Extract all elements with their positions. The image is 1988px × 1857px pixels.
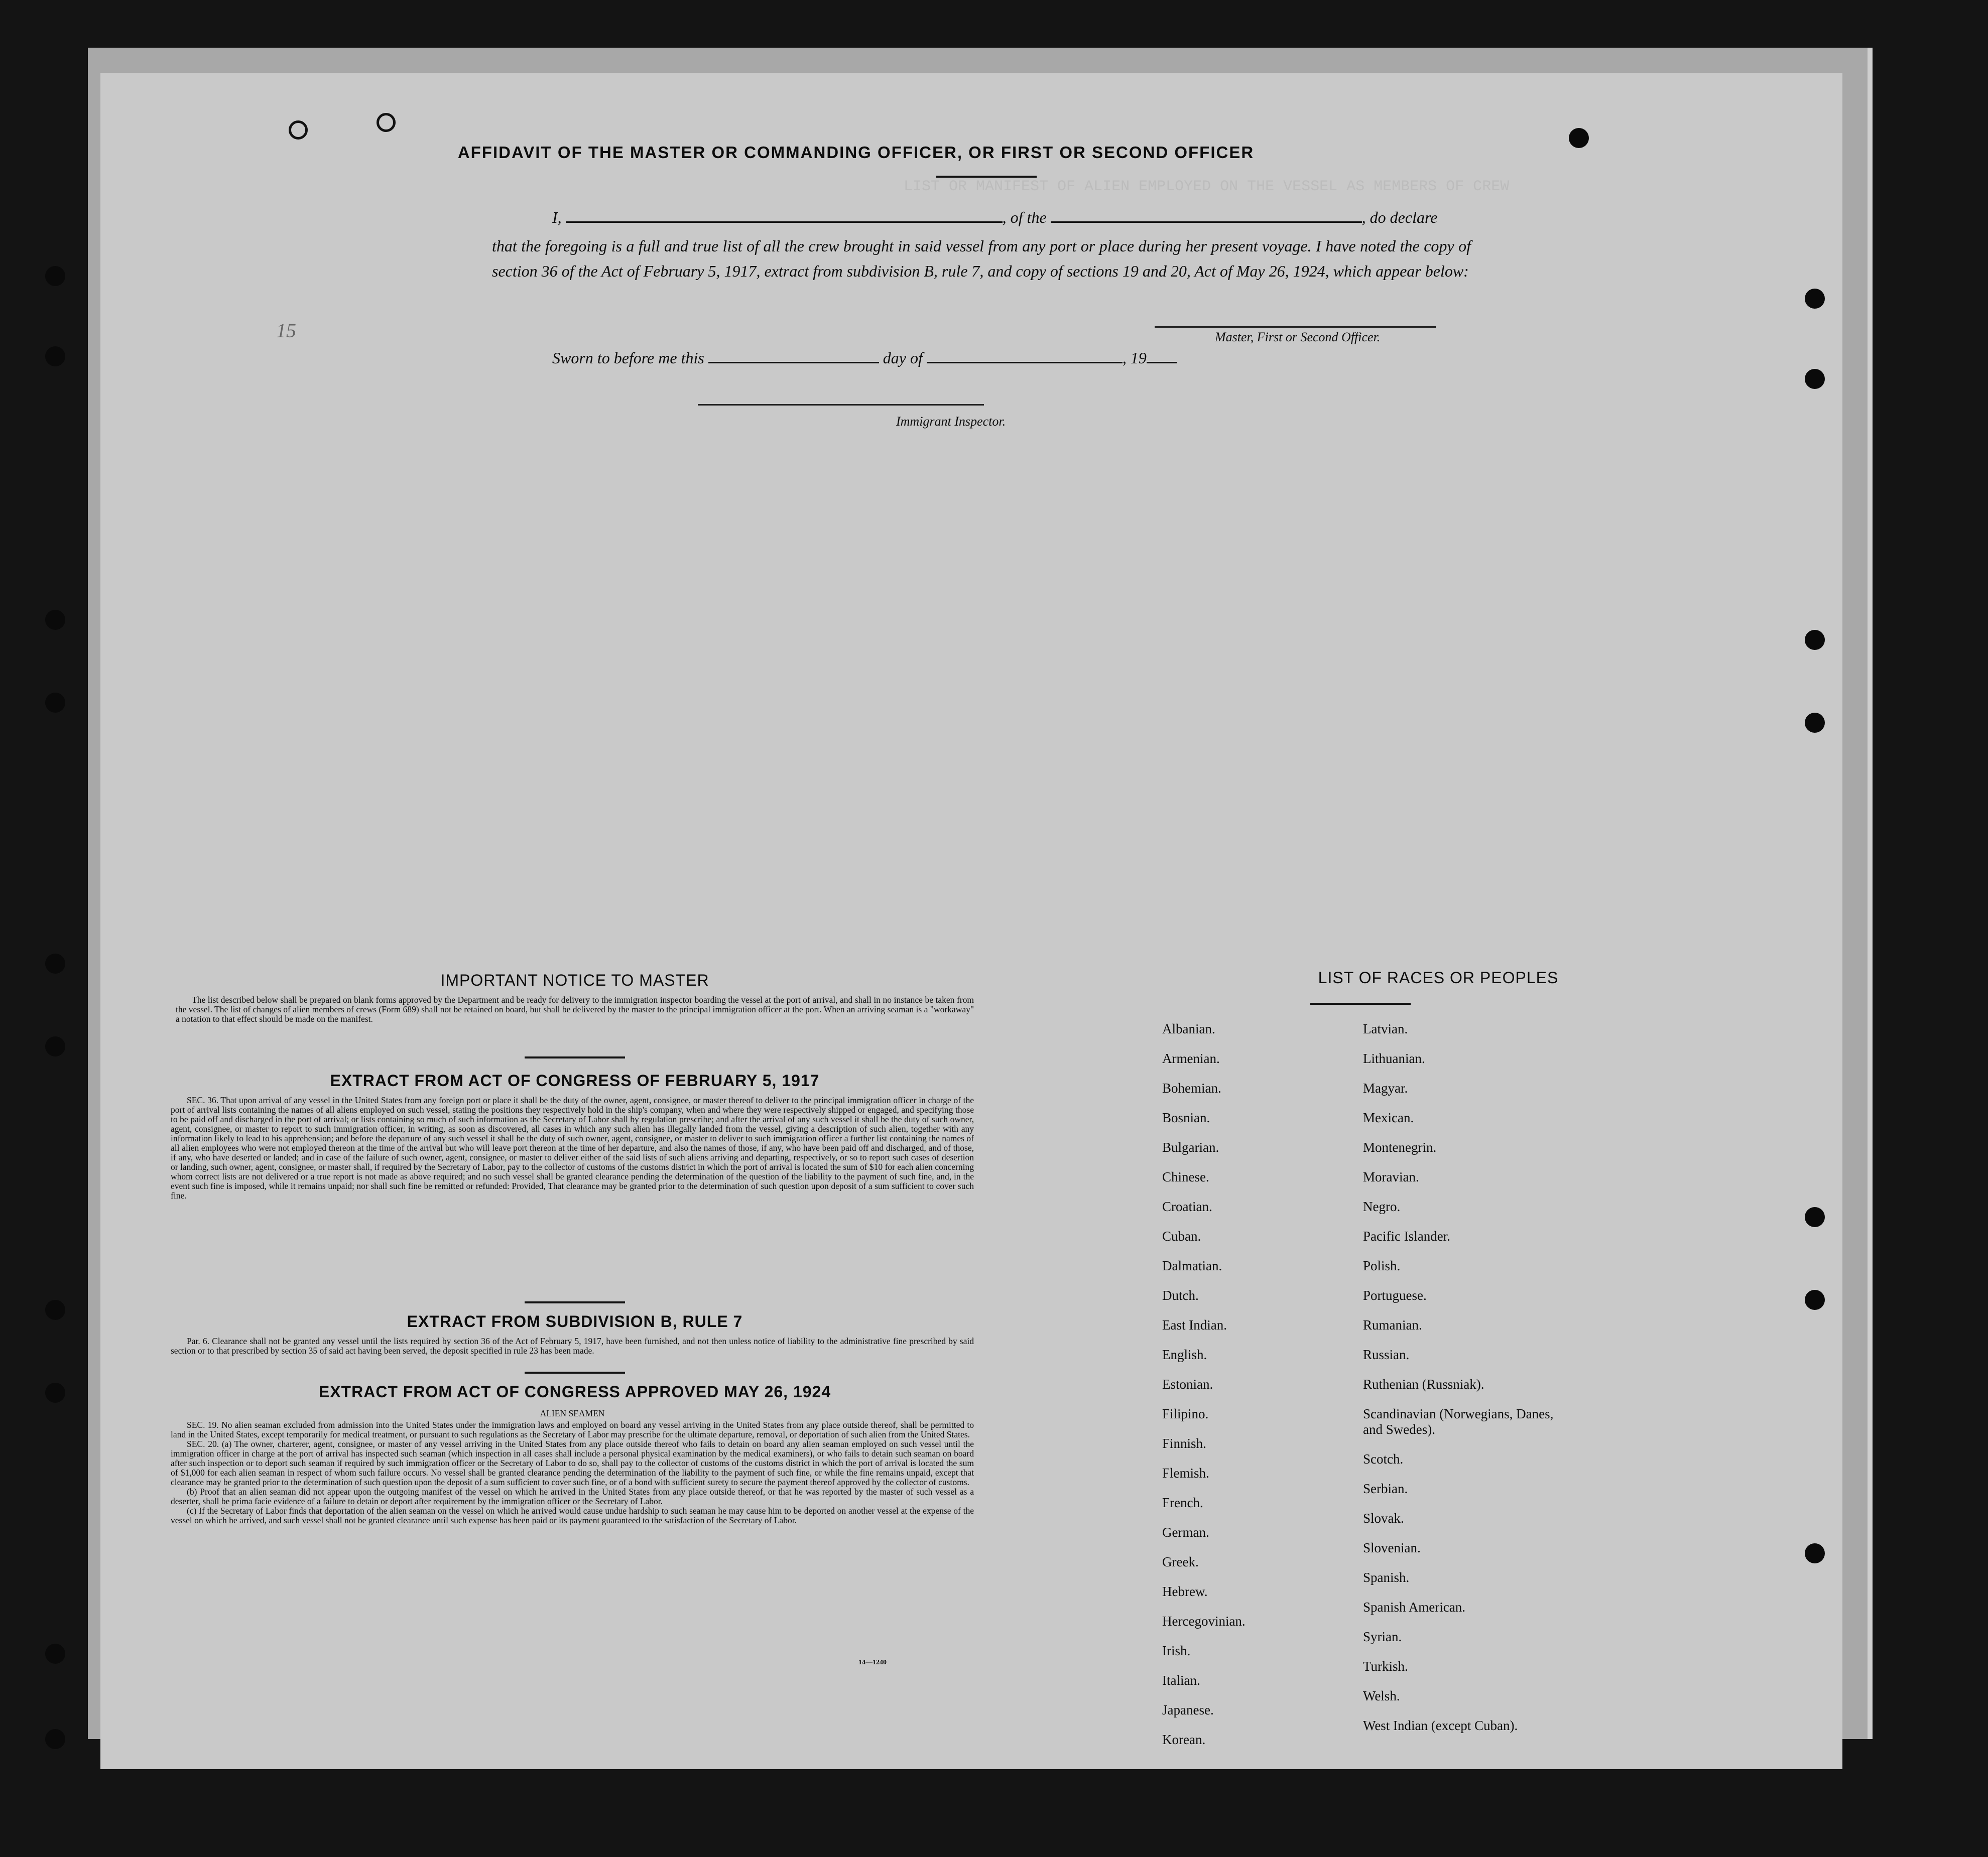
punch-hole bbox=[45, 1036, 65, 1056]
race-item: English. bbox=[1162, 1347, 1207, 1362]
inspector-signature-line[interactable] bbox=[698, 404, 984, 406]
extract-1924-text bbox=[171, 1407, 974, 1525]
declare-of-the: , of the bbox=[1002, 208, 1047, 226]
race-item: Hercegovinian. bbox=[1162, 1614, 1246, 1629]
race-item: Spanish. bbox=[1363, 1570, 1410, 1585]
notice-text: The list described below shall be prepared on blank forms approved by the Department and be ready for delivery to the immigration inspector boarding the vessel at the port of arrival, and shall in no instance be taken from the vessel. The list of changes of alien members of crews (Form 689) shall not be retained on board, but shall be delivered by the master to the principal immigration officer at the port. When an arriving seaman is a "workaway" a notation to that effect should be made on the manifest. bbox=[176, 995, 974, 1024]
punch-hole bbox=[45, 1383, 65, 1403]
race-item: Latvian. bbox=[1363, 1021, 1408, 1036]
race-item: Ruthenian (Russniak). bbox=[1363, 1377, 1484, 1392]
extract-1917-divider bbox=[525, 1301, 625, 1303]
punch-hole bbox=[1805, 1543, 1825, 1563]
extract-1924-title: EXTRACT FROM ACT OF CONGRESS APPROVED MAY 26, 1924 bbox=[318, 1383, 831, 1401]
sworn-day-blank[interactable] bbox=[708, 361, 879, 363]
race-item: Negro. bbox=[1363, 1199, 1401, 1214]
race-item: Cuban. bbox=[1162, 1229, 1201, 1244]
notice-divider bbox=[525, 1056, 625, 1058]
race-item: Lithuanian. bbox=[1363, 1051, 1425, 1066]
name-blank[interactable] bbox=[566, 221, 1003, 223]
races-divider bbox=[1310, 1003, 1411, 1005]
punch-hole bbox=[1805, 1290, 1825, 1310]
margin-handwritten-number: 15 bbox=[276, 319, 296, 342]
race-item: Russian. bbox=[1363, 1347, 1410, 1362]
form-code: 14—1240 bbox=[858, 1659, 887, 1666]
master-signature-line[interactable] bbox=[1155, 326, 1436, 328]
rule7-title: EXTRACT FROM SUBDIVISION B, RULE 7 bbox=[407, 1312, 743, 1331]
race-item: Syrian. bbox=[1363, 1629, 1402, 1644]
notice-title: IMPORTANT NOTICE TO MASTER bbox=[440, 971, 709, 989]
sec20b-text: (b) Proof that an alien seaman did not appear upon the outgoing manifest of the vessel on which he arrived in the United States from any place outside thereof, or that he was reported by the master of such vessel as a deserter, shall be prima facie evidence of a failure to detain or deport after requirement by the immigration officer or the Secretary of Labor. bbox=[171, 1487, 974, 1506]
punch-hole bbox=[1805, 713, 1825, 733]
sworn-year-prefix: , 19 bbox=[1122, 349, 1147, 367]
punch-hole bbox=[1805, 289, 1825, 309]
race-item: Scotch. bbox=[1363, 1451, 1404, 1467]
vessel-blank[interactable] bbox=[1051, 221, 1362, 223]
alien-seamen-subtitle: ALIEN SEAMEN bbox=[540, 1408, 605, 1418]
punch-hole bbox=[45, 1644, 65, 1664]
race-item: Hebrew. bbox=[1162, 1584, 1208, 1599]
race-item: Chinese. bbox=[1162, 1169, 1209, 1184]
race-item: Rumanian. bbox=[1363, 1317, 1422, 1333]
race-item: West Indian (except Cuban). bbox=[1363, 1718, 1518, 1733]
sworn-prefix: Sworn to before me this bbox=[552, 349, 704, 367]
sworn-year-blank[interactable] bbox=[1147, 361, 1177, 363]
punch-hole bbox=[45, 954, 65, 974]
race-item: Dalmatian. bbox=[1162, 1258, 1222, 1273]
punch-hole bbox=[45, 610, 65, 630]
declare-i: I, bbox=[552, 208, 562, 226]
race-item: Turkish. bbox=[1363, 1659, 1408, 1674]
punch-hole bbox=[45, 1729, 65, 1749]
race-item: French. bbox=[1162, 1495, 1203, 1510]
race-item: Korean. bbox=[1162, 1732, 1206, 1747]
race-item: Flemish. bbox=[1162, 1466, 1209, 1481]
sworn-row bbox=[552, 349, 1177, 367]
race-item: Pacific Islander. bbox=[1363, 1229, 1450, 1244]
race-item: Filipino. bbox=[1162, 1406, 1209, 1421]
race-item: Moravian. bbox=[1363, 1169, 1419, 1184]
affidavit-title: AFFIDAVIT OF THE MASTER OR COMMANDING OFFICER, OR FIRST OR SECOND OFFICER bbox=[457, 143, 1255, 162]
extract-1917-title: EXTRACT FROM ACT OF CONGRESS OF FEBRUARY 5, 1917 bbox=[330, 1072, 820, 1090]
race-item: Slovak. bbox=[1363, 1511, 1404, 1526]
rule7-divider bbox=[525, 1372, 625, 1374]
punch-hole bbox=[1569, 128, 1589, 148]
punch-hole bbox=[45, 346, 65, 366]
punch-hole bbox=[377, 113, 396, 132]
master-signature-label: Master, First or Second Officer. bbox=[1215, 330, 1381, 344]
race-item: Serbian. bbox=[1363, 1481, 1408, 1496]
document-page bbox=[100, 73, 1842, 1769]
race-item: Scandinavian (Norwegians, Danes, and Swedes). bbox=[1363, 1406, 1554, 1437]
race-item: Italian. bbox=[1162, 1673, 1200, 1688]
sec19-text: SEC. 19. No alien seaman excluded from admission into the United States under the immigration laws and employed on board any vessel arriving in the United States from any place outside thereof, shall be permitted to land in the United States, except temporarily for medical treatment, or pursuant to such regulations as the Secretary of Labor may prescribe for the ultimate departure, removal, or deportation of such alien from the United States. bbox=[171, 1420, 974, 1439]
punch-hole bbox=[1805, 630, 1825, 650]
sworn-month-blank[interactable] bbox=[927, 361, 1123, 363]
race-item: Polish. bbox=[1363, 1258, 1401, 1273]
race-item: Montenegrin. bbox=[1363, 1140, 1437, 1155]
declare-do-declare: , do declare bbox=[1361, 208, 1438, 226]
title-divider bbox=[936, 176, 1037, 178]
race-item: Albanian. bbox=[1162, 1021, 1215, 1036]
punch-hole bbox=[289, 120, 308, 140]
race-item: Magyar. bbox=[1363, 1081, 1408, 1096]
punch-hole bbox=[45, 693, 65, 713]
affidavit-statement: that the foregoing is a full and true list of all the crew brought in said vessel from any port or place during her present voyage. I have noted the copy of section 36 of the Act of February 5, 1917, extract from subdivision B, rule 7, and copy of sections 19 and 20, Act of May 26, 1924, which appear below: bbox=[492, 237, 1471, 280]
race-item: Dutch. bbox=[1162, 1288, 1199, 1303]
sec20c-text: (c) If the Secretary of Labor finds that deportation of the alien seaman on the vessel on which he arrived would cause undue hardship to such seaman he may cause him to be deported on another vessel at the expense of the vessel on which he arrived, and such vessel shall not be granted clearance until such expense has been paid or its payment guaranteed to the satisfaction of the Secretary of Labor. bbox=[171, 1506, 974, 1525]
sworn-day-of: day of bbox=[883, 349, 923, 367]
bleed-through-text: LIST OR MANIFEST OF ALIEN EMPLOYED ON THE VESSEL AS MEMBERS OF CREW bbox=[904, 178, 1510, 195]
race-item: Bosnian. bbox=[1162, 1110, 1210, 1125]
race-item: Croatian. bbox=[1162, 1199, 1212, 1214]
race-item: Bohemian. bbox=[1162, 1081, 1221, 1096]
declaration-line bbox=[552, 208, 1437, 227]
race-item: East Indian. bbox=[1162, 1317, 1227, 1333]
race-item: Slovenian. bbox=[1363, 1540, 1421, 1555]
race-item: Japanese. bbox=[1162, 1702, 1214, 1717]
race-item: Estonian. bbox=[1162, 1377, 1213, 1392]
race-item: Welsh. bbox=[1363, 1688, 1400, 1703]
sec20a-text: SEC. 20. (a) The owner, charterer, agent, consignee, or master of any vessel arriving in the United States from any place outside thereof who fails to detain on board any alien seaman employed on such vessel until the immigration officer in charge at the port of arrival has inspected such seaman (which inspection in all cases shall include a personal physical examination by the medical examiners), or who fails to detain such seaman on board after such inspection or to deport such seaman if required by such immigration officer or the Secretary of Labor to do so, shall pay to the collector of customs of the customs district in which the port of arrival is located the sum of $1,000 for each alien seaman in respect of whom such failure occurs. No vessel shall be granted clearance pending the determination of the liability to the payment of such fine, or while the fine remains unpaid, except that clearance may be granted prior to the determination of such question upon the deposit of a sum sufficient to cover such fine, or of a bond with sufficient surety to secure the payment thereof approved by the collector of customs. bbox=[171, 1439, 974, 1487]
rule7-text: Par. 6. Clearance shall not be granted any vessel until the lists required by section 36 of the Act of February 5, 1917, have been furnished, and not then unless notice of liability to the administrative fine prescribed by said section or to that prescribed by section 35 of said act having been served, the deposit specified in rule 23 has been made. bbox=[171, 1336, 974, 1356]
race-item: Spanish American. bbox=[1363, 1600, 1465, 1615]
race-item: Armenian. bbox=[1162, 1051, 1220, 1066]
inspector-signature-label: Immigrant Inspector. bbox=[896, 414, 1006, 429]
race-item: Greek. bbox=[1162, 1554, 1199, 1569]
punch-hole bbox=[45, 1300, 65, 1320]
race-item: Irish. bbox=[1162, 1643, 1191, 1658]
race-item: Portuguese. bbox=[1363, 1288, 1427, 1303]
race-item: Mexican. bbox=[1363, 1110, 1414, 1125]
punch-hole bbox=[45, 266, 65, 286]
races-column-2 bbox=[1363, 1014, 1559, 1741]
race-item: Finnish. bbox=[1162, 1436, 1206, 1451]
punch-hole bbox=[1805, 369, 1825, 389]
races-column-1 bbox=[1162, 1014, 1343, 1755]
race-item: Bulgarian. bbox=[1162, 1140, 1219, 1155]
race-item: German. bbox=[1162, 1525, 1209, 1540]
punch-hole bbox=[1805, 1207, 1825, 1227]
extract-1917-text: SEC. 36. That upon arrival of any vessel in the United States from any foreign port or place it shall be the duty of the owner, agent, consignee, or master thereof to deliver to the principal immigration officer in charge of the port of arrival lists containing the names of all aliens employed on such vessel, stating the positions they respectively hold in the ship's company, when and where they were respectively shipped or engaged, and specifying those to be paid off and discharged in the port of arrival; or lists containing so much of such information as the Secretary of Labor shall by regulation prescribe; and after the arrival of any such vessel it shall be the duty of such owner, agent, consignee, or master to report to such immigration officer, in writing, as soon as discovered, all cases in which any such alien has illegally landed from the vessel, giving a description of such alien, together with any information likely to lead to his apprehension; and before the departure of any such vessel it shall be the duty of such owner, agent, consignee, or master to deliver to such immigration officer a further list containing the names of all alien employees who were not employed thereon at the time of the arrival but who will leave port thereon at the time of her departure, and also the names of those, if any, who have been paid off and discharged, and of those, if any, who have deserted or landed; and in case of the failure of such owner, agent, consignee, or master to deliver either of the said lists of such aliens arriving and departing, respectively, or so to report such cases of desertion or landing, such owner, agent, consignee, or master shall, if required by the Secretary of Labor, pay to the collector of customs of the customs district in which the port of arrival is located the sum of $10 for each alien concerning whom correct lists are not delivered or a true report is not made as above required; and no such vessel shall be granted clearance pending the determination of the question of the liability to the payment of such fine, and, in the event such fine is imposed, while it remains unpaid; nor shall such fine be remitted or refunded: Provided, That clearance may be granted prior to the determination of such question upon deposit of a sum sufficient to cover such fine. bbox=[171, 1095, 974, 1201]
races-title: LIST OF RACES OR PEOPLES bbox=[1318, 969, 1559, 987]
